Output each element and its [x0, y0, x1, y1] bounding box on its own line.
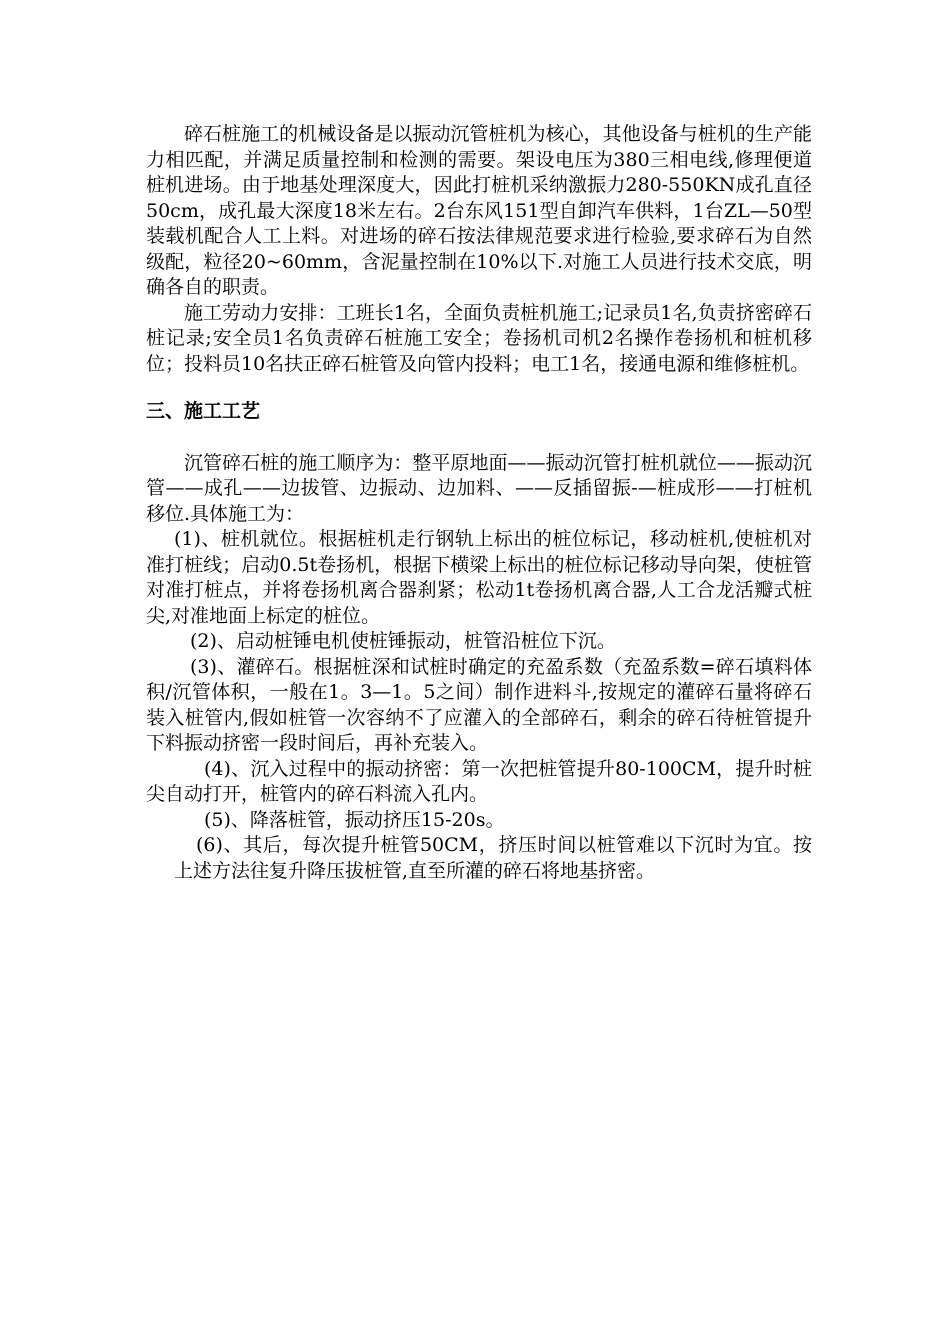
equipment-paragraph: 碎石桩施工的机械设备是以振动沉管桩机为核心，其他设备与桩机的生产能力相匹配，并满足质量控制和检测的需要。架设电压为380三相电线,修理便道桩机进场。由于地基处理深度大，因此打桩机采纳激振力280-550KN成孔直径50cm，成孔最大深度18米左右。2台东风151型自卸汽车供料，1台ZL—50型装载机配合人工上料。对进场的碎石按法律规范要求进行检验,要求碎石为自然级配，粒径20~60mm，含泥量控制在10%以下.对施工人员进行技术交底，明确各自的职责。 — [146, 123, 812, 298]
document-page — [146, 122, 812, 884]
step-4-paragraph: (4)、沉入过程中的振动挤密：第一次把桩管提升80-100CM，提升时桩尖自动打开，桩管内的碎石料流入孔内。 — [146, 757, 812, 805]
spacer — [146, 425, 812, 451]
section-heading: 三、施工工艺 — [146, 400, 261, 422]
step-6-paragraph: (6)、其后，每次提升桩管50CM，挤压时间以桩管难以下沉时为宜。按上述方法往复升降压拔桩管,直至所灌的碎石将地基挤密。 — [174, 834, 812, 882]
step-2-paragraph: (2)、启动桩锤电机使桩锤振动，桩管沿桩位下沉。 — [190, 630, 616, 652]
procedure-intro-paragraph: 沉管碎石桩的施工顺序为：整平原地面——振动沉管打桩机就位——振动沉管——成孔——边拔管、边振动、边加料、——反插留振-—桩成形——打桩机移位.具体施工为： — [146, 451, 812, 525]
step-3-paragraph: (3)、灌碎石。根据桩深和试桩时确定的充盈系数（充盈系数=碎石填料体积/沉管体积，一般在1。3—1。5之间）制作进料斗,按规定的灌碎石量将碎石装入桩管内,假如桩管一次容纳不了应灌入的全部碎石，剩余的碎石待桩管提升下料振动挤密一段时间后，再补充装入。 — [146, 655, 812, 754]
spacer — [146, 377, 812, 399]
step-1-paragraph: (1)、桩机就位。根据桩机走行钢轨上标出的桩位标记，移动桩机,使桩机对准打桩线；启动0.5t卷扬机，根据下横梁上标出的桩位标记移动导向架，使桩管对准打桩点，并将卷扬机离合器刹紧；松动1t卷扬机离合器,人工合龙活瓣式桩尖,对准地面上标定的桩位。 — [146, 528, 812, 627]
step-5-paragraph: (5)、降落桩管，振动挤压15-20s。 — [204, 808, 505, 831]
labor-paragraph: 施工劳动力安排：工班长1名，全面负责桩机施工;记录员1名,负责挤密碎石桩记录;安全员1名负责碎石桩施工安全；卷扬机司机2名操作卷扬机和桩机移位；投料员10名扶正碎石桩管及向管内投料；电工1名，接通电源和维修桩机。 — [146, 301, 812, 375]
